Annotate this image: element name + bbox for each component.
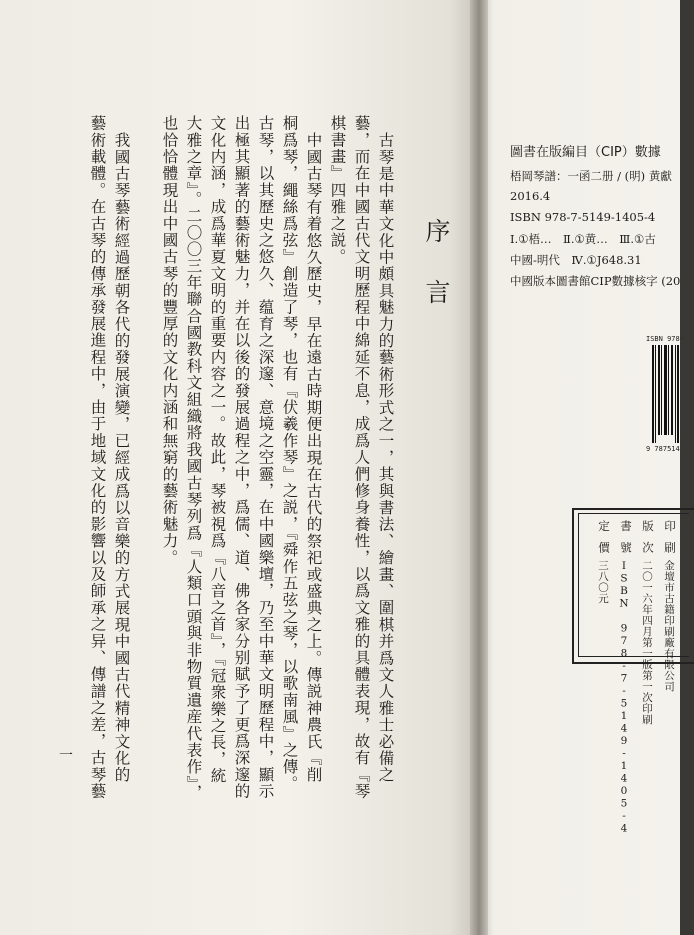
cip-line: 中國-明代 Ⅳ.①J648.31 — [510, 253, 642, 267]
colophon-value-isbn: ISBN 978-7-5149-1405-4 — [618, 560, 630, 835]
cip-line: 中國版本圖書館CIP數據核字 (20 — [510, 274, 681, 288]
cip-line: 2016.4 — [510, 189, 551, 203]
preface-column: 古琴是中華文化中頗具魅力的藝術形式之一，其與書法、繪畫、圍棋并爲文人雅士必備之 — [376, 132, 395, 784]
cip-line: ISBN 978-7-5149-1405-4 — [510, 210, 656, 224]
colophon-label-printing: 印刷 — [663, 520, 677, 563]
preface-column: 大雅之章』。二〇〇三年聯合國教科文組織將我國古琴列爲『人類口頭與非物質遺産代表作』， — [184, 115, 203, 801]
page-number: 一 — [59, 748, 73, 764]
preface-column: 古琴，以其歷史之悠久、蕴育之深邃、意境之空靈，在中國樂壇，乃至中華文明歷程中，顯示 — [256, 115, 275, 800]
preface-column: 桐爲琴，繩絲爲弦』創造了琴，也有『伏羲作琴』之説，『舜作五弦之琴，以歌南風』之傳。 — [280, 115, 299, 792]
preface-column: 文化内涵，成爲華夏文明的重要内容之一。故此，琴被視爲『八音之首』，『冠衆樂之長，統 — [208, 115, 227, 785]
preface-column: 也恰恰體現出中國古琴的豐厚的文化内涵和無窮的藝術魅力。 — [160, 115, 179, 566]
cip-line: 梧岡琴譜：一函二册 / (明) 黄獻 — [510, 169, 672, 183]
barcode-number-text: 9 787514 — [646, 445, 680, 453]
cip-line: Ⅰ.①梧… Ⅱ.①黄… Ⅲ.①古 — [510, 232, 656, 246]
colophon-label-isbn: 書號 — [619, 520, 633, 563]
barcode-isbn-text: ISBN 978- — [646, 335, 684, 343]
colophon-label-price: 定價 — [597, 520, 611, 563]
colophon-value-edition: 二〇一六年四月第一版第一次印刷 — [641, 560, 653, 725]
preface-column: 我國古琴藝術經過歷朝各代的發展演變，已經成爲以音樂的方式展現中國古代精神文化的 — [112, 132, 131, 784]
preface-column: 藝，而在中國古代文明歷程中綿延不息，成爲人們修身養性，以爲文雅的具體表現，故有『琴 — [352, 115, 371, 800]
colophon-value-printing: 金壇市古籍印刷廠有限公司 — [663, 560, 675, 692]
colophon-value-price: 三八〇元 — [597, 560, 609, 604]
colophon-label-edition: 版次 — [641, 520, 655, 563]
book-gutter — [470, 0, 488, 935]
preface-column: 中國古琴有着悠久歷史，早在遠古時期便出現在古代的祭祀或盛典之上。傳説神農氏『削 — [304, 132, 323, 784]
preface-column: 出極其顯著的藝術魅力，并在以後的發展過程之中，爲儒、道、佛各家分别賦予了更爲深邃的 — [232, 115, 251, 800]
barcode-icon — [652, 345, 680, 443]
preface-heading: 序言 — [422, 218, 451, 340]
preface-column: 棋書畫』四雅之説。 — [328, 115, 347, 266]
preface-column: 藝術載體。在古琴的傳承發展進程中，由于地域文化的影響以及師承之异、傳譜之差，古琴藝 — [88, 115, 107, 800]
cip-title: 圖書在版編目（CIP）數據 — [510, 145, 661, 160]
